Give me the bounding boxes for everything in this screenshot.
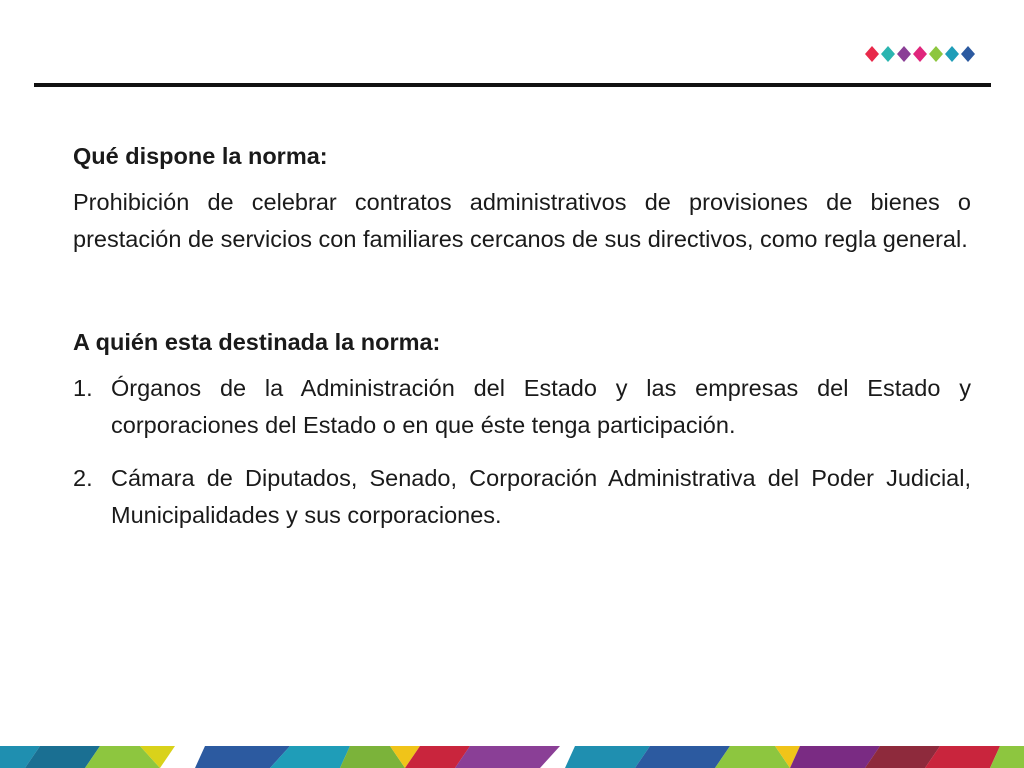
list-item (73, 460, 971, 534)
list-item-number: 1. (73, 375, 93, 401)
section-paragraph-what: Prohibición de celebrar contratos administrativos de provisiones de bienes o prestación de servicios con familiares cercanos de sus directivos, como regla general. (73, 189, 971, 252)
list-item-number: 2. (73, 465, 93, 491)
diamond-blue-icon (961, 46, 975, 62)
brand-diamonds-logo (864, 44, 994, 64)
section-heading-who: A quién esta destinada la norma: (73, 329, 441, 355)
diamond-magenta-icon (913, 46, 927, 62)
target-list (73, 370, 971, 534)
header-divider (34, 83, 991, 87)
section-heading-what: Qué dispone la norma: (73, 143, 328, 169)
slide-content (73, 138, 971, 550)
diamond-cyan-icon (945, 46, 959, 62)
list-item-text: Cámara de Diputados, Senado, Corporación Administrativa del Poder Judicial, Municipalidades y sus corporaciones. (111, 465, 971, 528)
diamond-teal-icon (881, 46, 895, 62)
list-item (73, 370, 971, 444)
spacer (73, 258, 971, 324)
diamond-red-icon (865, 46, 879, 62)
list-item-text: Órganos de la Administración del Estado y las empresas del Estado y corporaciones del Estado o en que éste tenga participación. (111, 375, 971, 438)
diamond-purple-icon (897, 46, 911, 62)
footer-decorative-band (0, 738, 1024, 768)
diamond-green-icon (929, 46, 943, 62)
